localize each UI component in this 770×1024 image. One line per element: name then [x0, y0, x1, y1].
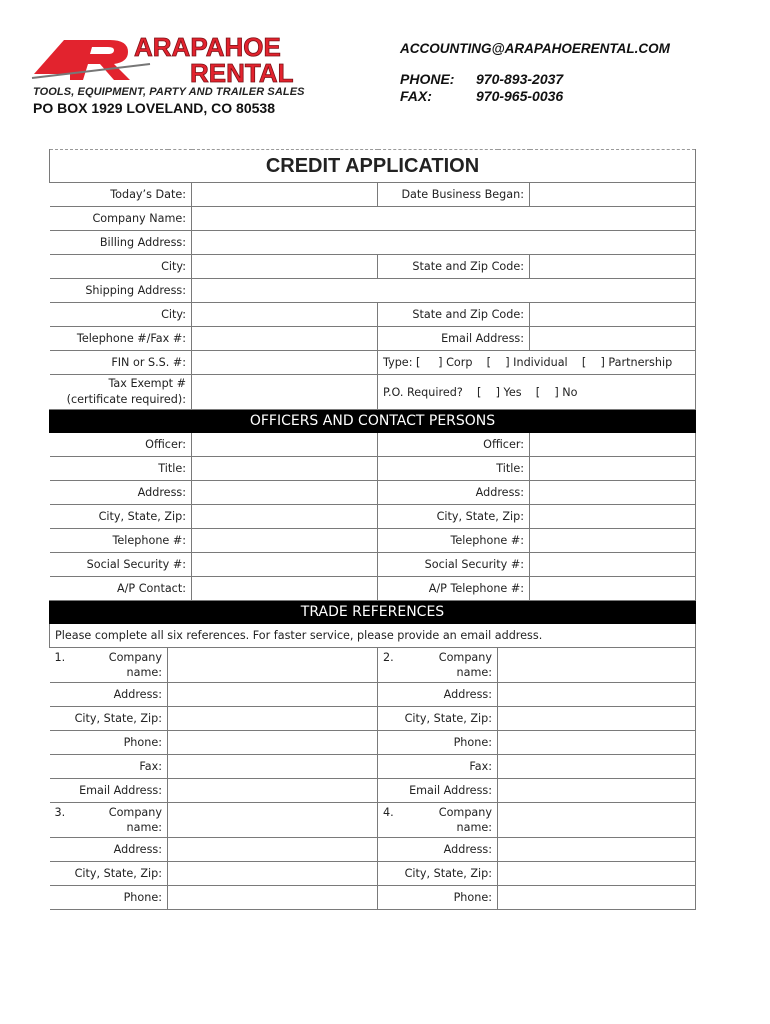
ref2-name-word: name:	[456, 666, 492, 679]
logo-line1: ARAPAHOE	[134, 34, 281, 62]
title-field-2[interactable]	[530, 457, 696, 481]
date-business-began-label: Date Business Began:	[378, 183, 530, 207]
state-zip-label: State and Zip Code:	[378, 255, 530, 279]
form-title: CREDIT APPLICATION	[50, 150, 696, 183]
ref1-address-label: Address:	[50, 683, 168, 707]
ref1-city-field[interactable]	[168, 707, 378, 731]
ap-telephone-field[interactable]	[530, 577, 696, 601]
contact-phone	[400, 71, 563, 87]
shipping-state-zip-label: State and Zip Code:	[378, 303, 530, 327]
officer-field-1[interactable]	[192, 433, 378, 457]
social-security-label-1: Social Security #:	[50, 553, 192, 577]
officer-city-field-1[interactable]	[192, 505, 378, 529]
ref2-phone-field[interactable]	[498, 731, 696, 755]
ref4-phone-field[interactable]	[498, 886, 696, 910]
todays-date-field[interactable]	[192, 183, 378, 207]
officer-address-label-2: Address:	[378, 481, 530, 505]
email-address-label: Email Address:	[378, 327, 530, 351]
shipping-address-field[interactable]	[192, 279, 696, 303]
fin-ss-label: FIN or S.S. #:	[50, 351, 192, 375]
fax-label: FAX:	[400, 88, 432, 104]
ref1-number: 1.	[54, 651, 66, 664]
officer-city-label-1: City, State, Zip:	[50, 505, 192, 529]
officer-telephone-field-2[interactable]	[530, 529, 696, 553]
ref4-name-word: name:	[456, 821, 492, 834]
ref3-name-word: name:	[126, 821, 162, 834]
ref1-fax-field[interactable]	[168, 755, 378, 779]
ref4-company-label	[378, 803, 498, 838]
tax-exempt-line1: Tax Exempt #	[108, 377, 186, 390]
ref4-address-field[interactable]	[498, 838, 696, 862]
officers-heading: OFFICERS AND CONTACT PERSONS	[50, 410, 696, 433]
ref1-email-label: Email Address:	[50, 779, 168, 803]
fax-value: 970-965-0036	[476, 88, 564, 104]
tax-exempt-field[interactable]	[192, 375, 378, 410]
ref2-email-field[interactable]	[498, 779, 696, 803]
title-label-1: Title:	[50, 457, 192, 481]
ap-contact-label: A/P Contact:	[50, 577, 192, 601]
ref1-email-field[interactable]	[168, 779, 378, 803]
officer-label-2: Officer:	[378, 433, 530, 457]
ref4-address-label: Address:	[378, 838, 498, 862]
ref1-name-word: name:	[126, 666, 162, 679]
fin-ss-field[interactable]	[192, 351, 378, 375]
ref2-fax-label: Fax:	[378, 755, 498, 779]
ref3-phone-field[interactable]	[168, 886, 378, 910]
shipping-city-field[interactable]	[192, 303, 378, 327]
ref1-phone-field[interactable]	[168, 731, 378, 755]
ref4-company-word: Company	[438, 806, 492, 819]
po-required-options[interactable]: P.O. Required? [ ] Yes [ ] No	[378, 375, 696, 410]
ref2-city-field[interactable]	[498, 707, 696, 731]
ref4-phone-label: Phone:	[378, 886, 498, 910]
ref1-fax-label: Fax:	[50, 755, 168, 779]
telephone-fax-label: Telephone #/Fax #:	[50, 327, 192, 351]
officer-field-2[interactable]	[530, 433, 696, 457]
officer-address-label-1: Address:	[50, 481, 192, 505]
tax-exempt-label	[50, 375, 192, 410]
phone-value: 970-893-2037	[476, 71, 564, 87]
ref3-address-field[interactable]	[168, 838, 378, 862]
ref4-number: 4.	[383, 806, 394, 819]
ref2-city-label: City, State, Zip:	[378, 707, 498, 731]
ref2-company-label	[378, 648, 498, 683]
ref1-company-field[interactable]	[168, 648, 378, 683]
ref1-address-field[interactable]	[168, 683, 378, 707]
ref4-city-field[interactable]	[498, 862, 696, 886]
officer-label-1: Officer:	[50, 433, 192, 457]
officer-address-field-1[interactable]	[192, 481, 378, 505]
state-zip-field[interactable]	[530, 255, 696, 279]
business-type-options[interactable]: Type: [ ] Corp [ ] Individual [ ] Partnership	[378, 351, 696, 375]
ref1-phone-label: Phone:	[50, 731, 168, 755]
ref3-number: 3.	[54, 806, 66, 819]
ref3-company-word: Company	[108, 806, 162, 819]
ref2-fax-field[interactable]	[498, 755, 696, 779]
officer-city-label-2: City, State, Zip:	[378, 505, 530, 529]
shipping-state-zip-field[interactable]	[530, 303, 696, 327]
ref2-company-word: Company	[438, 651, 492, 664]
ref1-company-word: Company	[108, 651, 162, 664]
trade-instructions: Please complete all six references. For faster service, please provide an email address.	[50, 624, 696, 648]
ref2-email-label: Email Address:	[378, 779, 498, 803]
officer-telephone-field-1[interactable]	[192, 529, 378, 553]
billing-address-label: Billing Address:	[50, 231, 192, 255]
ref4-city-label: City, State, Zip:	[378, 862, 498, 886]
ref3-city-label: City, State, Zip:	[50, 862, 168, 886]
city-field[interactable]	[192, 255, 378, 279]
title-field-1[interactable]	[192, 457, 378, 481]
social-security-label-2: Social Security #:	[378, 553, 530, 577]
title-label-2: Title:	[378, 457, 530, 481]
ref2-company-field[interactable]	[498, 648, 696, 683]
contact-email: ACCOUNTING@ARAPAHOERENTAL.COM	[400, 41, 670, 56]
ref3-phone-label: Phone:	[50, 886, 168, 910]
social-security-field-2[interactable]	[530, 553, 696, 577]
email-address-field[interactable]	[530, 327, 696, 351]
ref3-address-label: Address:	[50, 838, 168, 862]
shipping-address-label: Shipping Address:	[50, 279, 192, 303]
shipping-city-label: City:	[50, 303, 192, 327]
todays-date-label: Today’s Date:	[50, 183, 192, 207]
tagline: TOOLS, EQUIPMENT, PARTY AND TRAILER SALES	[33, 86, 305, 98]
ref3-company-label	[50, 803, 168, 838]
ref1-city-label: City, State, Zip:	[50, 707, 168, 731]
trade-references-heading: TRADE REFERENCES	[50, 601, 696, 624]
ref3-city-field[interactable]	[168, 862, 378, 886]
city-label: City:	[50, 255, 192, 279]
ref2-address-label: Address:	[378, 683, 498, 707]
company-name-field[interactable]	[192, 207, 696, 231]
officer-address-field-2[interactable]	[530, 481, 696, 505]
company-name-label: Company Name:	[50, 207, 192, 231]
tax-exempt-line2: (certificate required):	[66, 393, 186, 406]
date-business-began-field[interactable]	[530, 183, 696, 207]
ap-contact-field[interactable]	[192, 577, 378, 601]
ref4-company-field[interactable]	[498, 803, 696, 838]
social-security-field-1[interactable]	[192, 553, 378, 577]
ap-telephone-label: A/P Telephone #:	[378, 577, 530, 601]
ref2-address-field[interactable]	[498, 683, 696, 707]
billing-address-field[interactable]	[192, 231, 696, 255]
officer-city-field-2[interactable]	[530, 505, 696, 529]
ref3-company-field[interactable]	[168, 803, 378, 838]
logo-line2: RENTAL	[190, 58, 294, 88]
mailing-address: PO BOX 1929 LOVELAND, CO 80538	[33, 100, 275, 116]
ref1-company-label	[50, 648, 168, 683]
telephone-fax-field[interactable]	[192, 327, 378, 351]
officer-telephone-label-2: Telephone #:	[378, 529, 530, 553]
phone-label: PHONE:	[400, 71, 455, 87]
contact-fax	[400, 88, 563, 104]
ref2-phone-label: Phone:	[378, 731, 498, 755]
credit-application-form	[49, 149, 696, 910]
ref2-number: 2.	[383, 651, 394, 664]
officer-telephone-label-1: Telephone #:	[50, 529, 192, 553]
